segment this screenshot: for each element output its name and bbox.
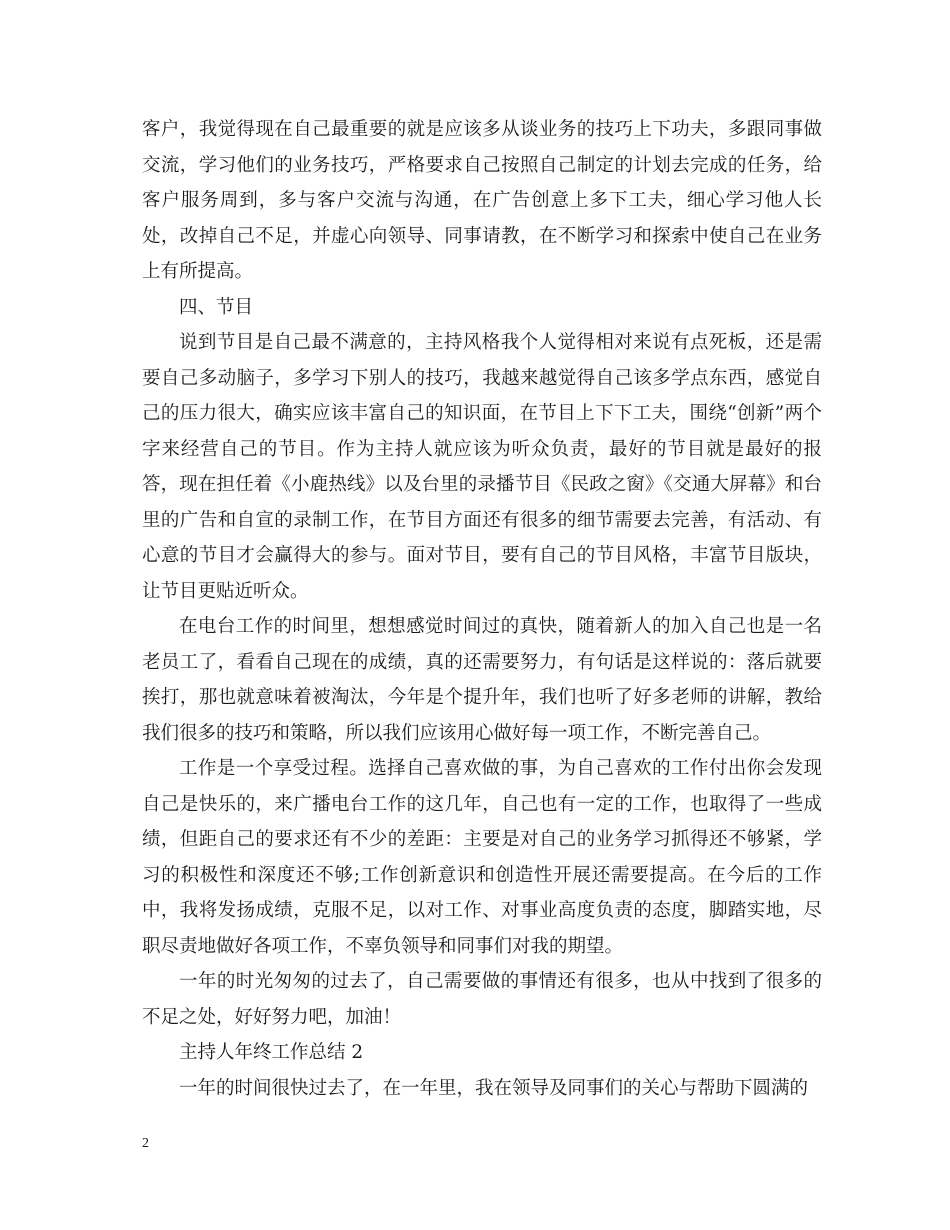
section-title-summary-2: 主持人年终工作总结 2: [179, 1042, 364, 1063]
paragraph-work-enjoyment: 工作是一个享受过程。选择自己喜欢做的事，为自己喜欢的工作付出你会发现自己是快乐的，来广播电台工作的这几年，自己也有一定的工作，也取得了一些成绩，但距自己的要求还有不少的差距：主要是对自己的业务学习抓得还不够紧，学习的积极性和深度还不够;工作创新意识和创造性开展还需要提高。在今后的工作中，我将发扬成绩，克服不足，以对工作、对事业高度负责的态度，脚踏实地，尽职尽责地做好各项工作，不辜负领导和同事们对我的期望。: [142, 758, 822, 957]
paragraph-year-passed: 一年的时光匆匆的过去了，自己需要做的事情还有很多，也从中找到了很多的不足之处，好好努力吧，加油！: [142, 971, 822, 1028]
document-body: [142, 112, 822, 1106]
paragraph-client-service: 客户，我觉得现在自己最重要的就是应该多从谈业务的技巧上下功夫，多跟同事做交流，学习他们的业务技巧，严格要求自己按照自己制定的计划去完成的任务，给客户服务周到，多与客户交流与沟通，在广告创意上多下工夫，细心学习他人长处，改掉自己不足，并虚心向领导、同事请教，在不断学习和探索中使自己在业务上有所提高。: [142, 119, 822, 282]
section-heading-programs: 四、节目: [179, 296, 254, 318]
page-number: 2: [142, 1136, 149, 1151]
paragraph-summary-2-start: 一年的时间很快过去了，在一年里，我在领导及同事们的关心与帮助下圆满的: [179, 1077, 809, 1099]
paragraph-programs: 说到节目是自己最不满意的，主持风格我个人觉得相对来说有点死板，还是需要自己多动脑子，多学习下别人的技巧，我越来越觉得自己该多学点东西，感觉自己的压力很大，确实应该丰富自己的知识面，在节目上下下工夫，围绕“创新”两个字来经营自己的节目。作为主持人就应该为听众负责，最好的节目就是最好的报答，现在担任着《小鹿热线》以及台里的录播节目《民政之窗》《交通大屏幕》和台里的广告和自宣的录制工作，在节目方面还有很多的细节需要去完善，有活动、有心意的节目才会赢得大的参与。面对节目，要有自己的节目风格，丰富节目版块，让节目更贴近听众。: [142, 332, 822, 602]
paragraph-radio-work: 在电台工作的时间里，想想感觉时间过的真快，随着新人的加入自己也是一名老员工了，看看自己现在的成绩，真的还需要努力，有句话是这样说的：落后就要挨打，那也就意味着被淘汰，今年是个提升年，我们也听了好多老师的讲解，教给我们很多的技巧和策略，所以我们应该用心做好每一项工作，不断完善自己。: [142, 616, 822, 744]
